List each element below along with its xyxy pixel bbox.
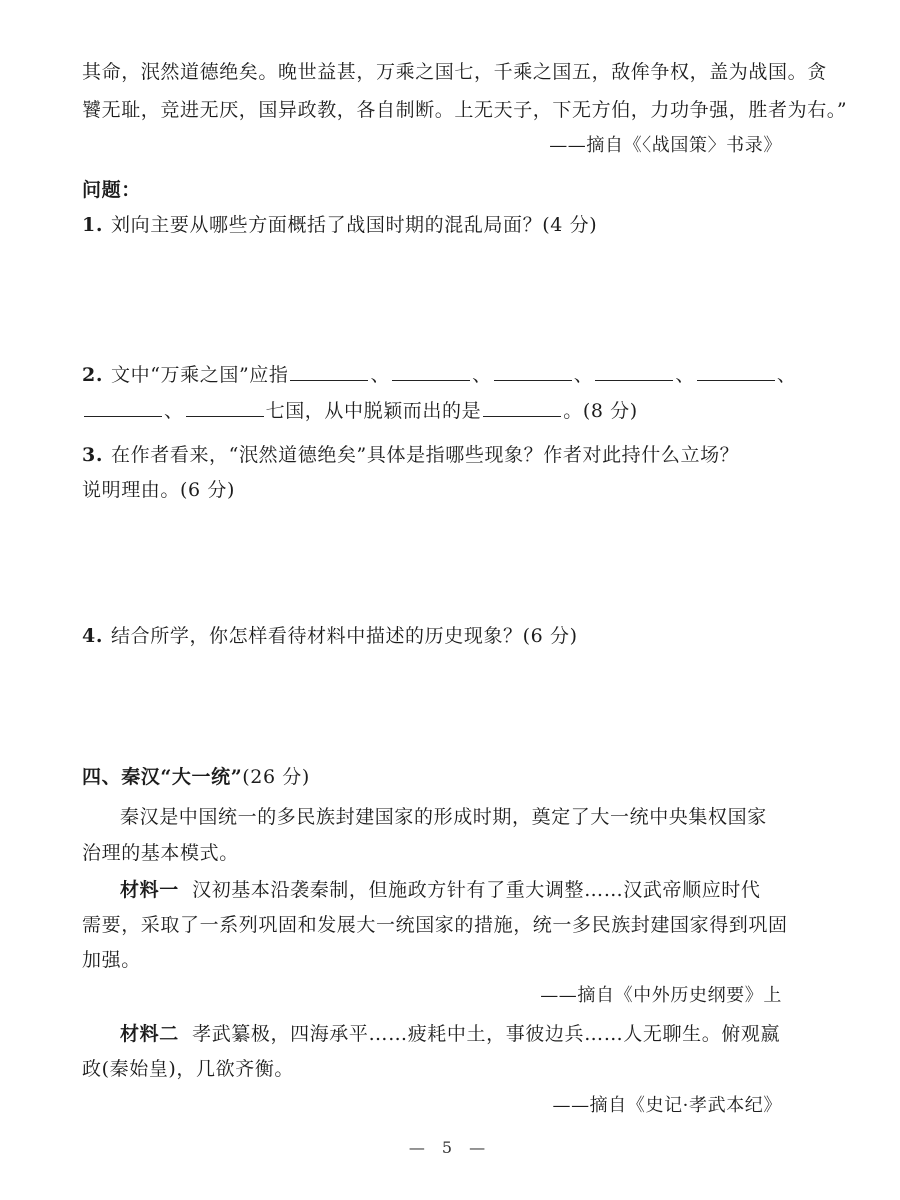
question-4	[82, 622, 822, 650]
separator: 、	[472, 364, 492, 386]
question-3-text: 在作者看来，“泯然道德绝矣”具体是指哪些现象？作者对此持什么立场？	[111, 444, 740, 466]
question-4-text: 结合所学，你怎样看待材料中描述的历史现象？(6 分)	[111, 625, 578, 647]
passage-line-1: 其命，泯然道德绝矣。晚世益甚，万乘之国七，千乘之国五，敌侔争权，盖为战国。贪	[82, 61, 827, 83]
material-1-line-3: 加强。	[82, 949, 141, 971]
question-1-number: 1.	[82, 214, 104, 236]
answer-blank-4[interactable]	[595, 362, 673, 381]
section-4-points: (26 分)	[242, 766, 310, 788]
question-3-number: 3.	[82, 444, 104, 466]
question-3-line-2: 说明理由。(6 分)	[82, 479, 235, 501]
answer-blank-8[interactable]	[483, 398, 561, 417]
question-1	[82, 211, 822, 239]
answer-blank-5[interactable]	[697, 362, 775, 381]
question-1-text: 刘向主要从哪些方面概括了战国时期的混乱局面？(4 分)	[111, 214, 598, 236]
question-2-line-2	[82, 397, 822, 425]
material-2-text-1: 孝武纂极，四海承平……疲耗中土，事彼边兵……人无聊生。俯观嬴	[192, 1023, 781, 1045]
material-1-text-1: 汉初基本沿袭秦制，但施政方针有了重大调整……汉武帝顺应时代	[192, 879, 761, 901]
separator: 、	[675, 364, 695, 386]
material-2-source: ——摘自《史记·孝武本纪》	[552, 1095, 782, 1116]
page-number: — 5 —	[408, 1138, 492, 1157]
answer-blank-1[interactable]	[290, 362, 368, 381]
question-2-number: 2.	[82, 364, 104, 386]
separator: 、	[370, 364, 391, 386]
separator: 、	[776, 364, 797, 386]
material-2-line-2: 政(秦始皇)，几欲齐衡。	[82, 1058, 295, 1080]
answer-blank-3[interactable]	[494, 362, 572, 381]
section-4-title: 四、秦汉“大一统”	[82, 766, 243, 788]
material-1-label: 材料一	[120, 879, 179, 901]
material-1-line-2: 需要，采取了一系列巩固和发展大一统国家的措施，统一多民族封建国家得到巩固	[82, 914, 788, 936]
material-2-line-1	[82, 1020, 822, 1048]
section-4-intro-line-2: 治理的基本模式。	[82, 842, 239, 864]
separator: 、	[164, 400, 184, 422]
question-3-line-1	[82, 441, 822, 469]
question-2-text-b: 七国，从中脱颖而出的是	[265, 400, 482, 422]
questions-header: 问题：	[82, 179, 141, 201]
answer-blank-6[interactable]	[84, 398, 162, 417]
answer-blank-2[interactable]	[392, 362, 470, 381]
question-4-number: 4.	[82, 625, 104, 647]
material-2-label: 材料二	[120, 1023, 179, 1045]
answer-blank-7[interactable]	[186, 398, 264, 417]
question-2-line-1	[82, 361, 822, 389]
section-4-heading	[82, 763, 822, 791]
section-4-intro-line-1: 秦汉是中国统一的多民族封建国家的形成时期，奠定了大一统中央集权国家	[120, 806, 767, 828]
material-1-line-1	[82, 876, 822, 904]
question-2-text-c: 。(8 分)	[563, 400, 638, 422]
passage-line-2: 饕无耻，竞进无厌，国异政教，各自制断。上无天子，下无方伯，力功争强，胜者为右。”	[82, 99, 848, 121]
passage-source: ——摘自《〈战国策〉书录》	[549, 135, 782, 156]
material-1-source: ——摘自《中外历史纲要》上	[540, 985, 782, 1006]
separator: 、	[573, 364, 594, 386]
question-2-text-a: 文中“万乘之国”应指	[111, 364, 289, 386]
